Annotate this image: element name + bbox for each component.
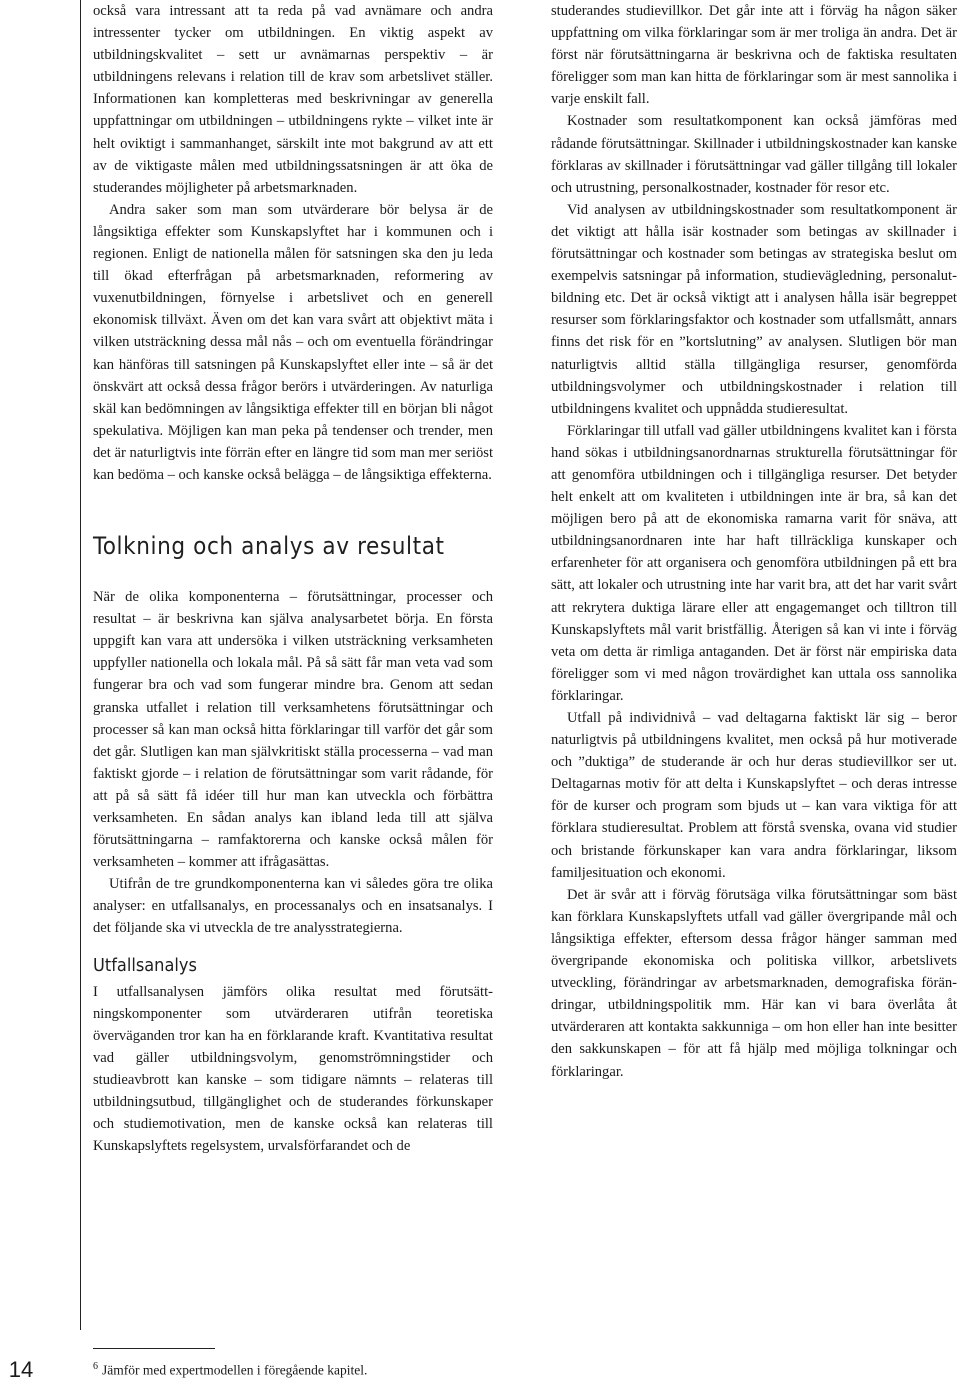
right-column: [551, 0, 957, 1083]
left-column: [93, 0, 493, 1157]
page-margin-bar: [0, 0, 80, 1389]
footnote: [93, 1357, 543, 1381]
footnote-rule: [93, 1348, 215, 1349]
page-number: 14: [8, 1357, 34, 1382]
body-paragraph: Förklaringar till utfall vad gäller utbildningens kvalitet kan i första hand sökas i utbildningsanordnarnas strukturella förutsättningar för att genomföra utbildningen och i tillgängliga resurser. Det betyder helt enkelt att om kvaliteten i utbildningen inte är bra, så kan det möjligen bero på att de ekonomiska ramarna varit för snäva, att utbildningsanordnaren inte har haft tillräckliga kunskaper och erfarenheter för att organisera och genomföra utbildningen på ett bra sätt, att lokaler och utrustning inte har varit bra, att det har varit svårt att rekrytera duktiga lärare eller att engagemanget och tilltron till Kunskapslyftets mål varit bristfällig. Återigen så kan vi inte i förväg veta om detta är rimliga antaganden. Det är först när empiriska data föreligger som vi med någon trovärdighet kan uttala oss sannolika förklaringar.: [551, 422, 957, 704]
body-paragraph: När de olika komponenterna – förutsättningar, processer och resultat – är beskrivna kan själva analysarbetet börja. En första uppgift kan vara att undersöka i vilken utsträckning verksamheten uppfyller nationella och lokala mål. På så sätt får man veta vad som fungerar bra och vad som fungerar mindre bra. Genom att sedan granska utfallet i relation till verksamhetens förutsättningar och processer så kan man också hitta förklaringar till varför det går som det går. Slutligen kan man självkritiskt ställa processerna – vad man faktiskt gjorde – i relation de förutsättningar som varit rådande, för att på så sätt få idéer till hur man kan utveckla och förbättra verksamheten. En sådan analys kan ibland leda till att själva förutsättningarna – ramfaktorerna och kanske också målen för verksamheten – kommer att ifrågasättas.: [93, 589, 493, 871]
body-paragraph: Andra saker som man som utvärderare bör belysa är de långsiktiga effekter som Kunskapslyftet har i kommunen och i regionen. Enligt de nationella målen för satsningen ska den ju leda till ökad efterfrågan på arbetsmarknaden, reformering av vuxenutbildningen, förnyelse i arbetslivet och en generell ekonomisk tillväxt. Även om det kan vara svårt att objektivt mäta i vilken utsträckning dessa mål nås – och om eventuella förändringar kan hänföras till satsningen på Kunskapslyftet eller inte – så är det önskvärt att också dessa frågor berörs i utvärderingen. Av naturliga skäl kan bedömningen av långsiktiga effekter till en början bli något spekulativa. Möjligen kan man peka på tendenser och trender, men det är naturligtvis inte förrän efter en längre tid som man mer seriöst kan bedöma – och kanske också belägga – de långsiktiga effekterna.: [93, 201, 493, 483]
body-paragraph: Kostnader som resultatkomponent kan också jämföras med rådande förutsättningar. Skillnader i utbildningskostnader kan kanske förklaras av skillnader i förutsättningar vad gäller tillgång till lokaler och utrustning, personalkostnader, kostnader för resor etc.: [551, 113, 957, 196]
footnote-text: Jämför med expertmodellen i föregående kapitel.: [102, 1362, 368, 1378]
body-paragraph: I utfallsanalysen jämförs olika resultat med förutsättningskomponenter som utvärderaren utifrån teoretiska överväganden tror kan ha en förklarande kraft. Kvantitativa resultat vad gäller utbildningsvolym, genomströmningstider och studieavbrott kan kanske – som tidigare nämnts – relateras till utbildningsutbud, tillgänglighet och de studerandes förkunskaper och studiemotivation, men de kanske också kan relateras till Kunskapslyftets regelsystem, urvalsförfarandet och de: [93, 983, 493, 1155]
body-paragraph: Utfall på individnivå – vad deltagarna faktiskt lär sig – beror naturligtvis på utbildningens kvalitet, men också på hur motiverade och ”duktiga” de studerande är och hur deras studievillkor ser ut. Deltagarnas motiv för att delta i Kunskapslyftet – och deras intresse för de kurser och program som bjuds ut – kan vara viktiga för att förklara studieresultat. Problem att förstå svenska, ovana vid studier och bristande förkunskaper kan vara andra förklaringar, liksom familjesituation och ekonomi.: [551, 710, 957, 881]
body-paragraph: Utifrån de tre grundkomponenterna kan vi således göra tre olika analyser: en utfallsanalys, en processanalys och en insatsanalys. I det följande ska vi utveckla de tre analysstrategierna.: [93, 876, 493, 937]
body-paragraph: också vara intressant att ta reda på vad avnämare och andra intressenter tycker om utbildningen. En viktig aspekt av utbildningskvalitet – sett ur avnämarnas perspektiv – är utbildningens relevans i relation till de krav som arbetslivet ställer. Informationen kan kompletteras med beskrivningar av generella uppfattningar om utbildningen – utbildningens rykte – vilket inte är helt oviktigt i sammanhanget, särskilt inte mot bakgrund av att ett av de viktigaste målen med utbildningssatsningen är att öka de studerandes möjligheter på arbetsmarknaden.: [93, 3, 493, 196]
margin-rule: [0, 0, 81, 1330]
subsection-heading: Utfallsanalys: [93, 954, 197, 976]
section-heading: Tolkning och analys av resultat: [93, 532, 445, 561]
body-paragraph: Vid analysen av utbildningskostnader som resultatkomponent är det viktigt att hålla isär kostnader som betingas av skillnader i förutsättningar och kostnader som betingas av strategiska beslut om exempelvis satsningar på information, studievägledning, personalutbildning etc. Det är också viktigt att i analysen hålla isär begreppet resurser som förklaringsfaktor och kostnader som utfallsmått, annars finns det risk för en ”kortslutning” av analysen. Slutligen bör man naturligtvis alltid ställa tillgängliga resurser, genomförda utbildningsvolymer och utbildningskostnader i relation till utbildningens kvalitet och uppnådda studieresultat.: [551, 201, 957, 417]
body-paragraph: Det är svår att i förväg förutsäga vilka förutsättningar som bäst kan förklara Kunskapslyftets utfall vad gäller övergripande mål och långsiktiga effekter, eftersom dessa frågor hänger samman med övergripande ekonomiska och politiska villkor, arbetslivets utveckling, förändringar av arbetsmarknaden, demografiska förändringar, utbildningspolitik mm. Här kan vi bara överlåta åt utvärderaren att kontakta sakkunniga – om hon eller han inte besitter den sakkunskapen – för att få hjälp med möjliga tolkningar och förklaringar.: [551, 886, 957, 1080]
body-paragraph: studerandes studievillkor. Det går inte att i förväg ha någon säker uppfattning om vilka förklaringar som är mer troliga än andra. Det är först när förutsättningarna är beskrivna och de faktiska resultaten föreligger som man kan hitta de förklaringar som är mest sannolika i varje enskilt fall.: [551, 3, 957, 108]
footnote-marker: 6: [93, 1361, 98, 1372]
